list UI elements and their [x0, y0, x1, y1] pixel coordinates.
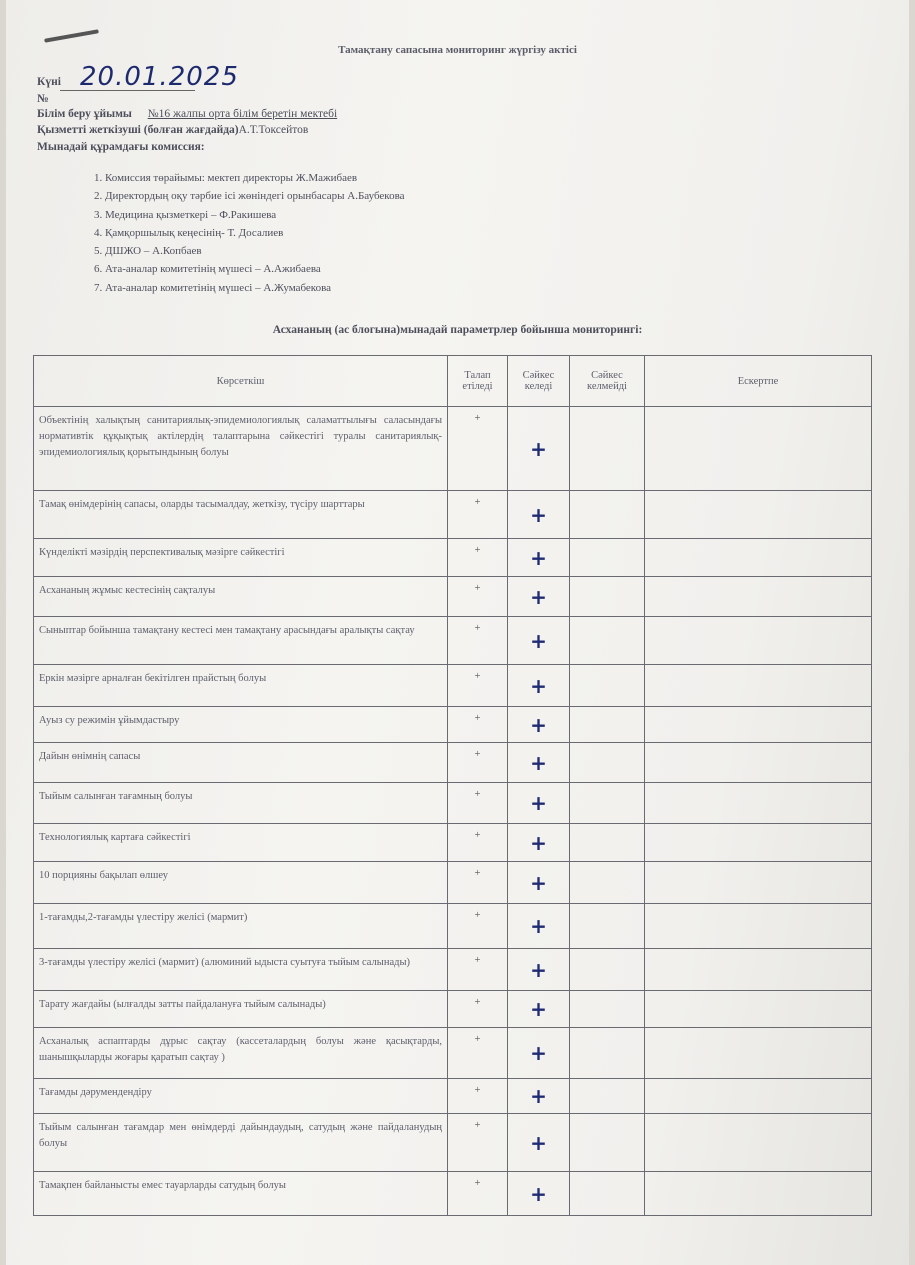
match-cell	[508, 1114, 570, 1172]
match-cell	[508, 1028, 570, 1079]
match-cell	[508, 824, 570, 862]
table-row	[34, 1114, 872, 1172]
note-cell	[645, 783, 872, 824]
required-cell: +	[448, 949, 508, 991]
header-no-match: Сәйкес келмейді	[570, 356, 645, 407]
school-value: №16 жалпы орта білім беретін мектебі	[147, 108, 338, 120]
no-match-cell	[570, 949, 645, 991]
required-cell: +	[448, 862, 508, 904]
date-label: Күні	[37, 76, 61, 88]
match-cell	[508, 577, 570, 617]
no-match-cell	[570, 407, 645, 491]
indicator-cell: Объектінің халықтың санитариялық-эпидемиологиялық саламаттылығы саласындағы нормативтік құқықтық актілердің талаптарына сәйкестігі туралы санитариялық-эпидемиологиялық қорытындының болуы	[34, 407, 448, 491]
required-cell: +	[448, 783, 508, 824]
note-cell	[645, 1079, 872, 1114]
handwritten-plus: +	[530, 870, 547, 895]
match-cell	[508, 743, 570, 783]
indicator-cell: Тыйым салынған тағамның болуы	[34, 783, 448, 824]
school-label: Білім беру ұйымы	[37, 108, 132, 120]
no-match-cell	[570, 1172, 645, 1216]
member-item: 1. Комиссия төрайымы: мектеп директоры Ж.Мажибаев	[94, 172, 358, 184]
match-cell	[508, 949, 570, 991]
handwritten-plus: +	[530, 1041, 547, 1065]
supplier-label: Қызметті жеткізуші (болған жағдайда)	[37, 124, 239, 136]
table-row	[34, 1079, 872, 1114]
required-cell: +	[448, 824, 508, 862]
date-underline	[60, 90, 195, 91]
match-cell	[508, 665, 570, 707]
note-cell	[645, 949, 872, 991]
match-cell	[508, 707, 570, 743]
indicator-cell: Тамақ өнімдерінің сапасы, оларды тасымалдау, жеткізу, түсіру шарттары	[34, 491, 448, 539]
number-label: №	[37, 93, 49, 105]
no-match-cell	[570, 1079, 645, 1114]
document-title: Тамақтану сапасына мониторинг жүргізу актісі	[338, 44, 577, 56]
table-row	[34, 862, 872, 904]
match-cell	[508, 991, 570, 1028]
no-match-cell	[570, 862, 645, 904]
table-row	[34, 539, 872, 577]
member-item: 2. Директордың оқу тәрбие ісі жөніндегі орынбасары А.Баубекова	[94, 190, 405, 203]
indicator-cell: Асхананың жұмыс кестесінің сақталуы	[34, 577, 448, 617]
handwritten-plus: +	[530, 1181, 547, 1206]
match-cell	[508, 783, 570, 824]
note-cell	[645, 1028, 872, 1079]
required-cell: +	[448, 991, 508, 1028]
monitoring-table	[33, 355, 872, 1216]
required-cell: +	[448, 1079, 508, 1114]
header-indicator: Көрсеткіш	[34, 356, 448, 407]
note-cell	[645, 862, 872, 904]
handwritten-date: 20.01.2025	[80, 62, 239, 92]
member-item: 4. Қамқоршылық кеңесінің- Т. Досалиев	[94, 226, 284, 239]
required-cell: +	[448, 1028, 508, 1079]
pen-stroke	[44, 29, 99, 42]
required-cell: +	[448, 407, 508, 491]
supplier-line	[37, 124, 308, 136]
required-cell: +	[448, 539, 508, 577]
no-match-cell	[570, 1114, 645, 1172]
indicator-cell: Асханалық аспаптарды дұрыс сақтау (кассеталардың болуы және қасықтарды, шанышқыларды жоғары қаратып сақтау )	[34, 1028, 448, 1079]
match-cell	[508, 862, 570, 904]
commission-label: Мынадай құрамдағы комиссия:	[37, 141, 205, 153]
no-match-cell	[570, 904, 645, 949]
handwritten-plus: +	[530, 957, 547, 982]
required-cell: +	[448, 707, 508, 743]
table-row	[34, 991, 872, 1028]
handwritten-plus: +	[530, 997, 547, 1021]
table-row	[34, 407, 872, 491]
handwritten-plus: +	[530, 914, 547, 938]
required-cell: +	[448, 665, 508, 707]
note-cell	[645, 491, 872, 539]
table-header-row	[34, 356, 872, 407]
no-match-cell	[570, 824, 645, 862]
handwritten-plus: +	[530, 830, 547, 855]
table-row	[34, 577, 872, 617]
no-match-cell	[570, 539, 645, 577]
note-cell	[645, 824, 872, 862]
table-row	[34, 904, 872, 949]
header-required: Талап етіледі	[448, 356, 508, 407]
table-row	[34, 824, 872, 862]
table-row	[34, 617, 872, 665]
handwritten-plus: +	[530, 545, 547, 570]
note-cell	[645, 665, 872, 707]
handwritten-plus: +	[530, 791, 547, 815]
indicator-cell: Тарату жағдайы (ылғалды затты пайдалануға тыйым салынады)	[34, 991, 448, 1028]
table-row	[34, 665, 872, 707]
indicator-cell: Ауыз су режимін ұйымдастыру	[34, 707, 448, 743]
indicator-cell: Тыйым салынған тағамдар мен өнімдерді дайындаудың, сатудың және пайдаланудың болуы	[34, 1114, 448, 1172]
commission-members	[94, 172, 405, 300]
indicator-cell: Еркін мәзірге арналған бекітілген прайстың болуы	[34, 665, 448, 707]
required-cell: +	[448, 577, 508, 617]
no-match-cell	[570, 491, 645, 539]
indicator-cell: Сыныптар бойынша тамақтану кестесі мен тамақтану арасындағы аралықты сақтау	[34, 617, 448, 665]
indicator-cell: Тамақпен байланысты емес тауарларды сатудың болуы	[34, 1172, 448, 1216]
table-title: Асхананың (ас блогына)мынадай параметрлер бойынша мониторингі:	[272, 324, 643, 336]
note-cell	[645, 407, 872, 491]
member-item: 7. Ата-аналар комитетінің мүшесі – А.Жумабекова	[94, 281, 332, 294]
header-note: Ескертпе	[645, 356, 872, 407]
indicator-cell: Күнделікті мәзірдің перспективалық мәзірге сәйкестігі	[34, 539, 448, 577]
no-match-cell	[570, 783, 645, 824]
member-item: 6. Ата-аналар комитетінің мүшесі – А.Ажибаева	[94, 263, 321, 276]
school-line	[37, 108, 337, 120]
note-cell	[645, 1172, 872, 1216]
required-cell: +	[448, 904, 508, 949]
note-cell	[645, 991, 872, 1028]
handwritten-plus: +	[530, 750, 547, 775]
match-cell	[508, 904, 570, 949]
note-cell	[645, 539, 872, 577]
indicator-cell: 1-тағамды,2-тағамды үлестіру желісі (мармит)	[34, 904, 448, 949]
indicator-cell: Тағамды дәрумендендіру	[34, 1079, 448, 1114]
match-cell	[508, 1172, 570, 1216]
required-cell: +	[448, 617, 508, 665]
supplier-value: А.Т.Токсейтов	[238, 124, 309, 136]
required-cell: +	[448, 1114, 508, 1172]
header-match: Сәйкес келеді	[508, 356, 570, 407]
no-match-cell	[570, 743, 645, 783]
handwritten-plus: +	[530, 436, 547, 461]
handwritten-plus: +	[530, 628, 547, 653]
note-cell	[645, 577, 872, 617]
handwritten-plus: +	[530, 1130, 547, 1155]
no-match-cell	[570, 707, 645, 743]
table-row	[34, 783, 872, 824]
table-row	[34, 949, 872, 991]
member-item: 3. Медицина қызметкері – Ф.Ракишева	[94, 208, 277, 221]
table-row	[34, 491, 872, 539]
required-cell: +	[448, 491, 508, 539]
match-cell	[508, 617, 570, 665]
table-row	[34, 743, 872, 783]
indicator-cell: Технологиялық картаға сәйкестігі	[34, 824, 448, 862]
match-cell	[508, 1079, 570, 1114]
match-cell	[508, 491, 570, 539]
note-cell	[645, 1114, 872, 1172]
no-match-cell	[570, 617, 645, 665]
table-row	[34, 707, 872, 743]
note-cell	[645, 617, 872, 665]
indicator-cell: 3-тағамды үлестіру желісі (мармит) (алюминий ыдыста суытуға тыйым салынады)	[34, 949, 448, 991]
table-row	[34, 1028, 872, 1079]
handwritten-plus: +	[530, 502, 547, 527]
member-item: 5. ДШЖО – А.Копбаев	[94, 245, 202, 258]
indicator-cell: Дайын өнімнің сапасы	[34, 743, 448, 783]
required-cell: +	[448, 1172, 508, 1216]
note-cell	[645, 707, 872, 743]
no-match-cell	[570, 577, 645, 617]
match-cell	[508, 407, 570, 491]
document-sheet	[6, 0, 909, 1265]
handwritten-plus: +	[530, 673, 547, 698]
no-match-cell	[570, 665, 645, 707]
note-cell	[645, 743, 872, 783]
indicator-cell: 10 порцияны бақылап өлшеу	[34, 862, 448, 904]
required-cell: +	[448, 743, 508, 783]
no-match-cell	[570, 1028, 645, 1079]
handwritten-plus: +	[530, 712, 547, 737]
match-cell	[508, 539, 570, 577]
handwritten-plus: +	[530, 1084, 547, 1108]
no-match-cell	[570, 991, 645, 1028]
note-cell	[645, 904, 872, 949]
handwritten-plus: +	[530, 584, 547, 609]
table-row	[34, 1172, 872, 1216]
